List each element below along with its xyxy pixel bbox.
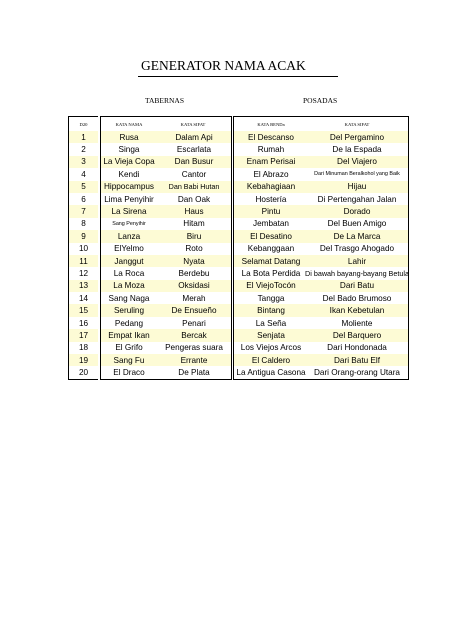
kata-sifat-cell: Nyata [183,256,205,266]
d20-cell: 3 [69,156,98,168]
kata-nama-cell: El Grifo [115,343,143,353]
kata-sifat-2-cell: De la Espada [332,145,382,155]
d20-cell: 2 [81,145,86,155]
d20-column [68,116,98,380]
posadas-header-row [234,117,408,131]
kata-sifat-cell: Hitam [183,219,205,229]
kata-benda-cell: Tangga [257,293,285,303]
kata-sifat-2-cell: Dari Batu [339,281,375,291]
kata-sifat-cell: Bercak [181,330,207,340]
tabernas-table [100,116,232,380]
kata-sifat-cell: Berdebu [178,268,210,278]
header-kata-nama: KATA NAMA [115,121,143,127]
table-row [101,243,231,255]
kata-sifat-2-cell: Dari Hondonada [327,343,387,353]
kata-nama-cell: La Sirena [111,207,147,217]
table-row [101,280,231,292]
kata-nama-cell: Pedang [114,318,144,328]
kata-sifat-cell: Pengeras suara [165,343,223,353]
kata-sifat-cell: Dan Busur [174,157,214,167]
d20-cell: 20 [78,368,89,378]
table-row [234,342,408,354]
table-row [234,205,408,217]
d20-cell: 19 [69,354,98,366]
table-row [234,354,408,366]
table-row [234,193,408,205]
kata-benda-cell: El ViejoTocón [246,281,296,291]
d20-cell: 13 [69,280,98,292]
section-tabernas: TABERNAS [145,96,184,105]
kata-nama-cell: ElYelmo [114,244,144,254]
kata-sifat-2-cell: Di Pertengahan Jalan [317,194,397,204]
kata-nama-cell: Singa [118,145,140,155]
kata-nama-cell: Seruling [113,306,145,316]
kata-nama-cell: El Draco [113,368,145,378]
kata-benda-cell: Hostería [255,194,287,204]
kata-sifat-2-cell: Del Pergamino [329,132,385,142]
kata-nama-cell: La Roca [113,268,145,278]
d20-cell: 17 [69,329,98,341]
posadas-table [233,116,409,380]
table-row [234,329,408,341]
kata-sifat-2-cell: Del Barquero [332,330,382,340]
table-row [234,168,408,180]
tabernas-header-row [101,117,231,131]
kata-sifat-2-cell: Del Viajero [337,157,377,167]
kata-sifat-cell: Penari [182,318,206,328]
kata-nama-cell: Lanza [117,231,141,241]
kata-sifat-cell: Haus [184,207,204,217]
d20-cell: 5 [69,181,98,193]
table-row [101,366,231,378]
kata-nama-cell: Kendi [118,169,140,179]
header-d20: D20 [79,121,88,127]
kata-sifat-2-cell: Dari Batu Elf [334,355,380,365]
table-row [101,317,231,329]
kata-sifat-2-cell: Di bawah bayang-bayang Betula [305,268,409,278]
kata-sifat-cell: Oksidasi [178,281,210,291]
kata-sifat-cell: Roto [185,244,203,254]
kata-benda-cell: La Seña [255,318,287,328]
kata-sifat-cell: Errante [180,355,208,365]
kata-nama-cell: Lima Penyihir [104,194,154,204]
kata-sifat-2-cell: Moliente [341,318,373,328]
kata-sifat-2-cell: Ikan Kebetulan [329,306,385,316]
table-row [101,143,231,155]
kata-nama-cell: Rusa [119,132,139,142]
kata-sifat-2-cell: Del Buen Amigo [327,219,387,229]
d20-cell: 4 [81,169,86,179]
table-row [101,218,231,230]
table-row [234,317,408,329]
table-row [234,255,408,267]
d20-cell: 7 [69,205,98,217]
table-row [234,218,408,230]
table-row [101,342,231,354]
d20-cell: 14 [78,293,89,303]
kata-benda-cell: El Caldero [251,355,291,365]
kata-nama-cell: Sang Fu [113,355,145,365]
table-row [101,193,231,205]
kata-benda-cell: Kebahagiaan [246,182,296,192]
kata-sifat-2-cell: Dorado [343,207,371,217]
d20-cell: 16 [78,318,89,328]
kata-sifat-2-cell: Hijau [347,182,367,192]
kata-benda-cell: El Desatino [250,231,292,241]
table-row [101,255,231,267]
table-row [234,304,408,316]
table-row [234,230,408,242]
header-kata-benda: KATA BENDa [257,121,285,127]
kata-sifat-cell: Cantor [181,169,207,179]
kata-nama-cell: Hippocampus [103,182,155,192]
kata-sifat-cell: De Ensueño [171,306,217,316]
d20-cell: 18 [78,343,89,353]
header-kata-sifat: KATA SIFAT [180,121,206,127]
kata-sifat-cell: Dan Babi Hutan [168,182,220,192]
table-row [101,304,231,316]
kata-benda-cell: La Bota Perdida [241,268,301,278]
d20-cell: 11 [69,255,98,267]
d20-cell: 15 [69,304,98,316]
kata-sifat-cell: De Plata [178,368,210,378]
table-row [234,243,408,255]
table-row [101,205,231,217]
table-row [234,280,408,292]
kata-benda-cell: Enam Perisai [246,157,296,167]
header-kata-sifat-2: KATA SIFAT [344,121,370,127]
table-row [234,131,408,143]
table-row [101,131,231,143]
kata-sifat-2-cell: De La Marca [333,231,381,241]
kata-nama-cell: La Moza [113,281,145,291]
kata-benda-cell: Kebanggaan [247,244,295,254]
kata-sifat-cell: Escarlata [176,145,212,155]
kata-nama-cell: Sang Naga [108,293,150,303]
kata-benda-cell: La Antigua Casona [236,368,306,378]
table-row [101,329,231,341]
d20-cell: 6 [81,194,86,204]
kata-sifat-cell: Merah [182,293,206,303]
table-row [101,181,231,193]
d20-cell: 12 [78,268,89,278]
table-row [234,156,408,168]
table-row [101,354,231,366]
d20-cell: 1 [69,131,98,143]
d20-cell: 8 [81,219,86,229]
kata-nama-cell: Empat Ikan [108,330,150,340]
kata-nama-cell: Sang Penyihir [112,220,146,227]
kata-benda-cell: Senjata [257,330,285,340]
d20-cell: 9 [69,230,98,242]
kata-benda-cell: Rumah [257,145,285,155]
table-row [101,230,231,242]
kata-sifat-2-cell: Del Bado Brumoso [322,293,392,303]
table-row [101,292,231,304]
kata-sifat-2-cell: Dari Orang-orang Utara [313,368,400,378]
kata-sifat-2-cell: Lahir [347,256,367,266]
kata-nama-cell: Janggut [114,256,144,266]
kata-benda-cell: Pintu [261,207,281,217]
kata-sifat-2-cell: Dari Minuman Beralkohol yang Baik [314,171,400,178]
kata-sifat-cell: Dalam Api [175,132,213,142]
section-posadas: POSADAS [303,96,338,105]
table-row [234,366,408,378]
kata-benda-cell: Selamat Datang [241,256,301,266]
kata-nama-cell: La Vieja Copa [103,157,155,167]
kata-sifat-2-cell: Del Trasgo Ahogado [319,244,395,254]
table-row [101,168,231,180]
kata-benda-cell: Jembatan [253,219,289,229]
kata-sifat-cell: Biru [186,231,202,241]
kata-benda-cell: El Abrazo [253,169,289,179]
table-row [234,292,408,304]
table-row [101,267,231,279]
kata-benda-cell: Bintang [257,306,285,316]
kata-sifat-cell: Dan Oak [177,194,211,204]
kata-benda-cell: El Descanso [248,132,294,142]
kata-benda-cell: Los Viejos Arcos [240,343,302,353]
table-row [234,143,408,155]
page-title: GENERATOR NAMA ACAK [141,58,306,73]
d20-cell: 10 [78,244,89,254]
title-underline [138,76,338,77]
table-row [234,267,408,279]
table-row [101,156,231,168]
table-row [234,181,408,193]
